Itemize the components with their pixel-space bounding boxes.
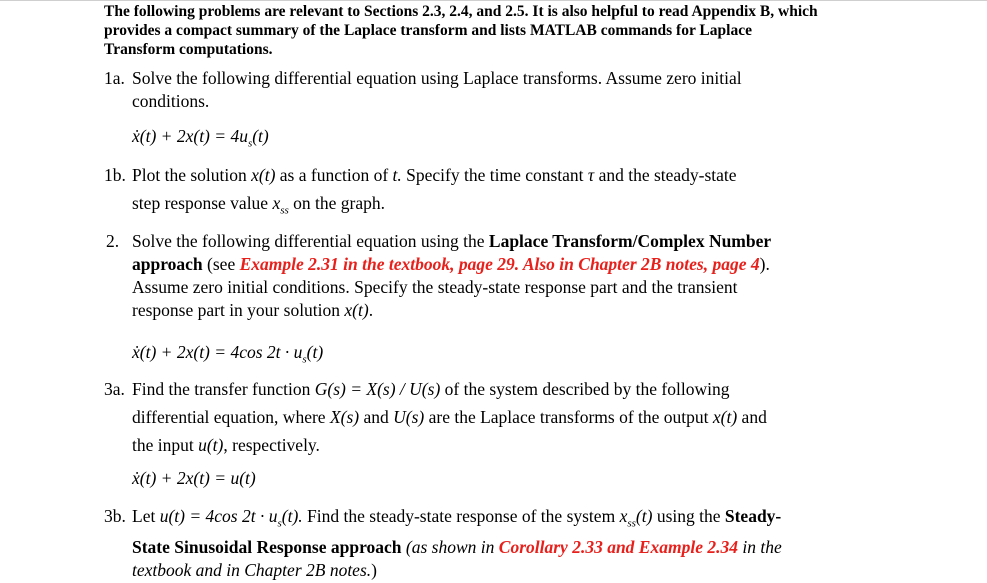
document-page: The following problems are relevant to Sections 2.3, 2.4, and 2.5. It is also helpful to read Appendix B, which provides a compact summary of the Laplace transform and lists MATLAB commands for Laplace Transform computations. 1a. Solve the following differential equation using Laplace transforms. Assume zero initial conditions. ẋ(t) + $2x(t) = 4u_s(t)$ 1b. Plot the solution x(t) as a function of t. Specify the time constant τ and the steady-state step response value $x_{ss}$ on the graph. 2. Solve the following differential equation using the Laplace Transform/Complex Number approach (see Example 2.31 in the textbook, page 29. Also in Chapter 2B notes, page 4). Assume zero initial conditions. Specify the steady-state response part and the transient response part in your solution x(t). ẋ(t) + 2x(t) = 4cos $2t \cdot u_s(t)$ 3a. Find the transfer function G(s) = X(s) / U(s) of the system described by the following differential equation, where X(s) and U(s) are the Laplace transforms of the output x(t) and the input u(t), respectively. ẋ(t) + 2x(t) = u(t) 3b. Let u(t) = 4cos $2t \cdot u_s(t)$. Find the steady-state response of the system $x_{ss}(t)$ using the Steady- State Sinusoidal Response approach (as shown in Corollary 2.33 and Example 2.34 in the textbook and in Chapter 2B notes.) (0, 0, 987, 583)
equation-3a: ẋ(t) + 2x(t) = u(t) (132, 468, 256, 488)
problem-number: 2. (106, 231, 120, 251)
math-symbol: $x_{ss}(t)$ (619, 506, 653, 530)
math-symbol: $x_{ss}$ (272, 193, 289, 217)
math-symbol: x(t) (251, 165, 276, 185)
math-symbol: u(t) (198, 435, 224, 455)
math-symbol: x(t) (344, 300, 369, 320)
problem-text: Solve the following differential equation using Laplace transforms. Assume zero initial (132, 68, 742, 88)
math-symbol: u(t) = 4cos $2t \cdot u_s(t)$. (159, 506, 303, 530)
math-symbol: G(s) = X(s) / U(s) (314, 379, 441, 399)
math-symbol: t. (392, 165, 402, 185)
textbook-reference: Example 2.31 in the textbook, page 29. Also in Chapter 2B notes, page 4 (239, 254, 760, 274)
intro-line: The following problems are relevant to Sections 2.3, 2.4, and 2.5. It is also helpful to read Appendix B, which (104, 3, 818, 20)
math-symbol: X(s) (329, 407, 360, 427)
math-symbol: τ (587, 165, 595, 185)
math-symbol: U(s) (393, 407, 425, 427)
intro-paragraph (104, 2, 904, 59)
intro-line: provides a compact summary of the Laplace transform and lists MATLAB commands for Laplace (104, 22, 752, 39)
intro-line: Transform computations. (104, 41, 273, 58)
equation-1a: ẋ(t) + $2x(t) = 4u_s(t)$ (132, 126, 269, 150)
problem-text: conditions. (132, 91, 210, 111)
problem-number: 1b. (104, 165, 126, 185)
math-symbol: x(t) (712, 407, 738, 427)
equation-2: ẋ(t) + 2x(t) = 4cos $2t \cdot u_s(t)$ (132, 342, 324, 366)
problem-number: 3a. (104, 379, 125, 399)
textbook-reference: Corollary 2.33 and Example 2.34 (498, 536, 738, 557)
page-top-border (0, 0, 987, 1)
problem-number: 3b. (104, 506, 126, 526)
problem-number: 1a. (104, 68, 125, 88)
